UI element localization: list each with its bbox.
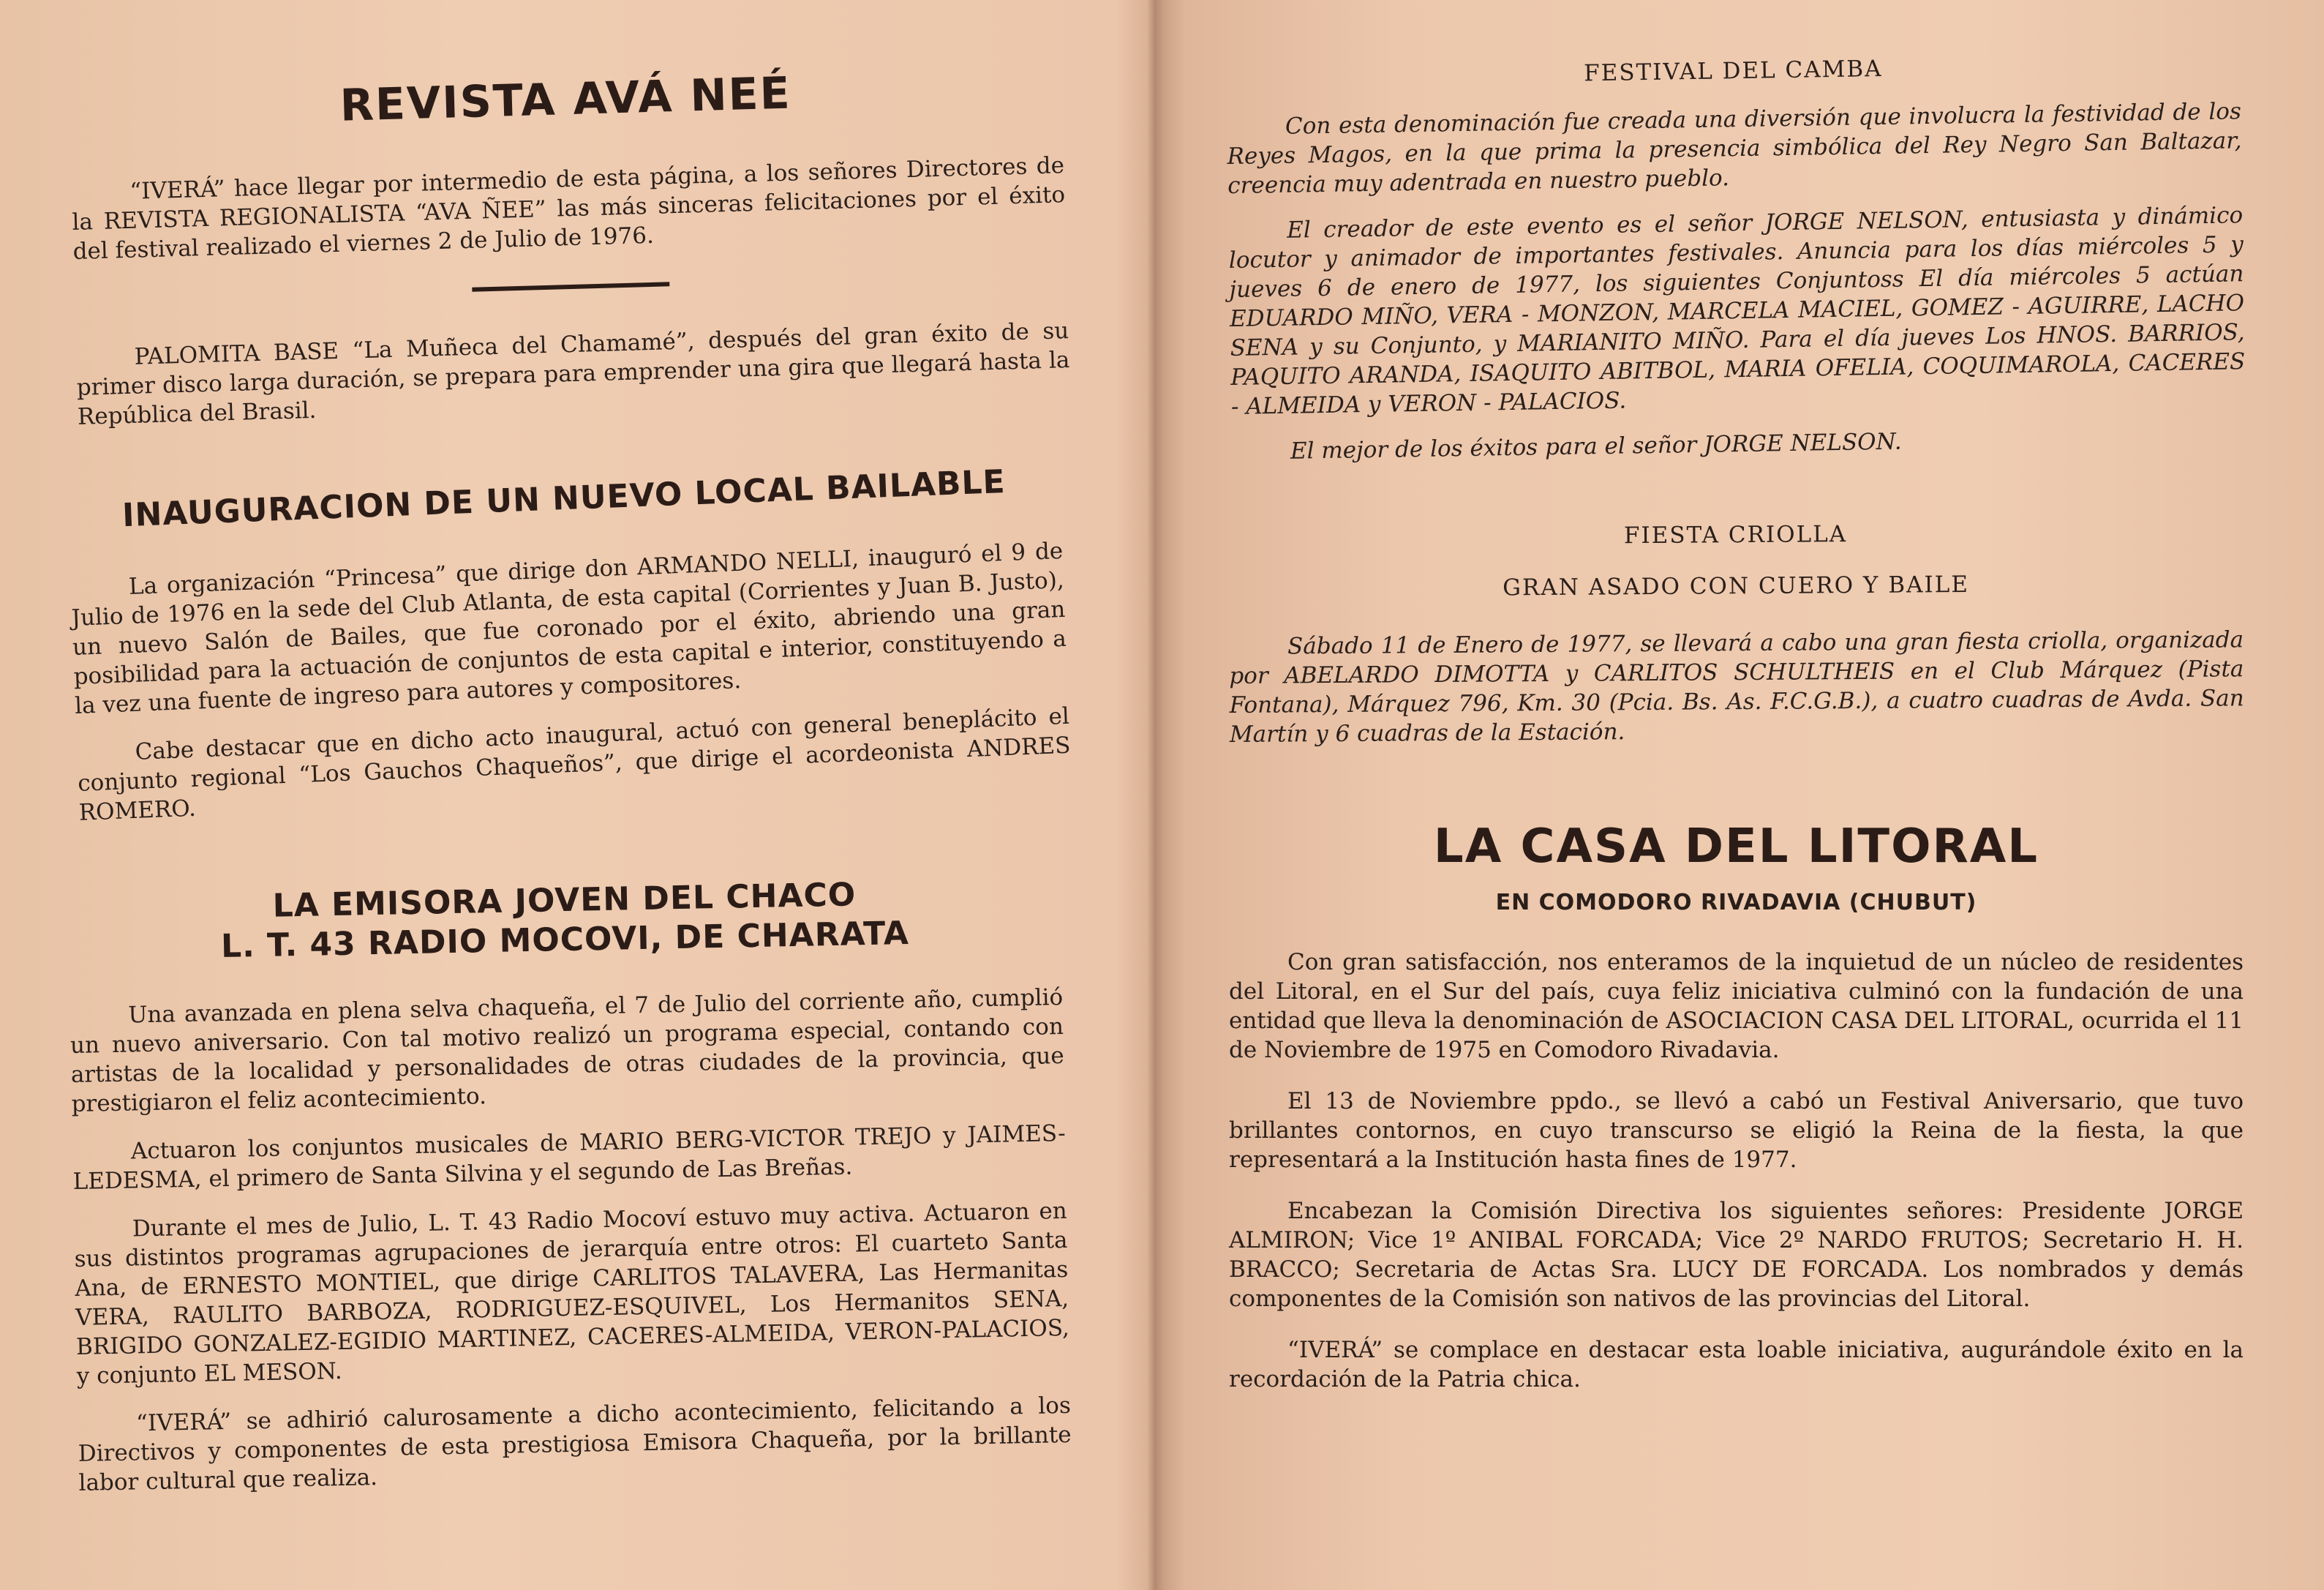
italic-block xyxy=(1229,625,2244,749)
paragraph: Durante el mes de Julio, L. T. 43 Radio Mocoví estuvo muy activa. Actuaron en sus distintos programas agrupaciones de jerarquía entre otros: El cuarteto Santa Ana, de ERNESTO MONTIEL, que dirige CARLITOS TALAVERA, Las Hermanitas VERA, RAULITO BARBOZA, RODRIGUEZ-ESQUIVEL, Los Hermanitos SENA, BRIGIDO GONZALEZ-EGIDIO MARTINEZ, CACERES-ALMEIDA, VERON-PALACIOS, y conjunto EL MESON. xyxy=(74,1197,1070,1390)
book-spine xyxy=(1147,0,1163,1590)
paragraph: Con gran satisfacción, nos enteramos de la inquietud de un núcleo de residentes del Litoral, en el Sur del país, cuya feliz iniciativa culminó con la fundación de una entidad que lleva la denominación de ASOCIACION CASA DEL LITORAL, ocurrida el 11 de Noviembre de 1975 en Comodoro Rivadavia. xyxy=(1229,949,2244,1063)
section-emisora xyxy=(67,871,1072,1498)
section-title: FIESTA CRIOLLA xyxy=(1623,521,1848,550)
section-title: INAUGURACION DE UN NUEVO LOCAL BAILABLE xyxy=(121,462,1007,535)
paragraph: Sábado 11 de Enero de 1977, se llevará a cabo una gran fiesta criolla, organizada por ABELARDO DIMOTTA y CARLITOS SCHULTHEIS en el Club Márquez (Pista Fontana), Márquez 796, Km. 30 (Pcia. Bs. As. F.C.G.B.), a cuatro cuadras de Avda. San Martín y 6 cuadras de la Estación. xyxy=(1229,626,2244,748)
left-page xyxy=(0,0,1147,1590)
section-casa-litoral xyxy=(1229,820,2244,1394)
paragraph: El 13 de Noviembre ppdo., se llevó a cabó un Festival Aniversario, que tuvo brillantes contornos, en cuyo transcurso se eligió la Reina de la fiesta, la que representará a la Institución hasta fines de 1977. xyxy=(1229,1088,2244,1173)
paragraph: Una avanzada en plena selva chaqueña, el 7 de Julio del corriente año, cumplió un nuevo aniversario. Con tal motivo realizó un programa especial, contando con artistas de la localidad y personalidades de otras ciudades de la provincia, que prestigiaron el feliz acontecimiento. xyxy=(69,983,1064,1118)
section-subtitle: L. T. 43 RADIO MOCOVI, DE CHARATA xyxy=(220,914,910,966)
paragraph: El mejor de los éxitos para el señor JORGE NELSON. xyxy=(1290,428,1902,465)
section-revista-ava-nee xyxy=(68,60,1071,432)
paragraph: La organización “Princesa” que dirige don ARMANDO NELLI, inauguró el 9 de Julio de 1976 en la sede del Club Atlanta, de esta capital (Corrientes y Juan B. Justo), un nuevo Salón de Bailes, que fue coronado por el éxito, abriendo una gran posibilidad para la actuación de conjuntos de esta capital e interior, constituyendo a la vez una fuente de ingreso para autores y compositores. xyxy=(70,537,1067,719)
paragraph: “IVERÁ” se complace en destacar esta loable iniciativa, augurándole éxito en la recordación de la Patria chica. xyxy=(1229,1337,2244,1392)
section-subtitle: EN COMODORO RIVADAVIA (CHUBUT) xyxy=(1495,890,1977,915)
paragraph: Con esta denominación fue creada una diversión que involucra la festividad de los Reyes Magos, en la que prima la presencia simbólica del Rey Negro San Baltazar, creencia muy adentrada en nuestro pueblo. xyxy=(1227,98,2242,200)
paragraph: Actuaron los conjuntos musicales de MARIO BERG-VICTOR TREJO y JAIMES-LEDESMA, el primero de Santa Silvina y el segundo de Las Breñas. xyxy=(72,1120,1067,1195)
section-title: FESTIVAL DEL CAMBA xyxy=(1583,55,1883,87)
section-title: REVISTA AVÁ NEÉ xyxy=(339,67,792,132)
section-subtitle: GRAN ASADO CON CUERO Y BAILE xyxy=(1503,571,1970,601)
section-inauguracion xyxy=(67,461,1072,828)
divider-rule xyxy=(472,282,669,292)
paragraph: El creador de este evento es el señor JORGE NELSON, entusiasta y dinámico locutor y animador de importantes festivales. Anuncia para los días miércoles 5 y jueves 6 de enero de 1977, los siguientes Conjuntoss El día miércoles 5 actúan EDUARDO MIÑO, VERA - MONZON, MARCELA MACIEL, GOMEZ - AGUIRRE, LACHO SENA y su Conjunto, y MARIANITO MIÑO. Para el día jueves Los HNOS. BARRIOS, PAQUITO ARANDA, ISAQUITO ABITBOL, MARIA OFELIA, COQUIMAROLA, CACERES - ALMEIDA y VERON - PALACIOS. xyxy=(1228,202,2246,420)
paragraph: “IVERÁ” se adhirió calurosamente a dicho acontecimiento, felicitando a los Directivos y componentes de esta prestigiosa Emisora Chaqueña, por la brillante labor cultural que realiza. xyxy=(78,1392,1072,1496)
paragraph: “IVERÁ” hace llegar por intermedio de esta página, a los señores Directores de la REVISTA REGIONALISTA “AVA ÑEE” las más sinceras felicitaciones por el éxito del festival realizado el viernes 2 de Julio de 1976. xyxy=(72,152,1066,265)
section-title: LA CASA DEL LITORAL xyxy=(1433,820,2039,874)
section-fiesta-criolla xyxy=(1228,518,2244,749)
paragraph: Encabezan la Comisión Directiva los siguientes señores: Presidente JORGE ALMIRON; Vice 1º ANIBAL FORCADA; Vice 2º NARDO FRUTOS; Secretario H. H. BRACCO; Secretaria de Actas Sra. LUCY DE FORCADA. Los nombrados y demás componentes de la Comisión son nativos de las provincias del Litoral. xyxy=(1229,1198,2244,1312)
section-title: LA EMISORA JOVEN DEL CHACO xyxy=(272,876,857,925)
paragraph: Cabe destacar que en dicho acto inaugural, actuó con general beneplácito el conjunto regional “Los Gauchos Chaqueños”, que dirige el acordeonista ANDRES ROMERO. xyxy=(77,702,1072,826)
right-page xyxy=(1163,0,2324,1590)
section-festival-camba xyxy=(1226,50,2246,467)
paragraph: PALOMITA BASE “La Muñeca del Chamamé”, después del gran éxito de su primer disco larga duración, se prepara para emprender una gira que llegará hasta la República del Brasil. xyxy=(76,318,1070,430)
